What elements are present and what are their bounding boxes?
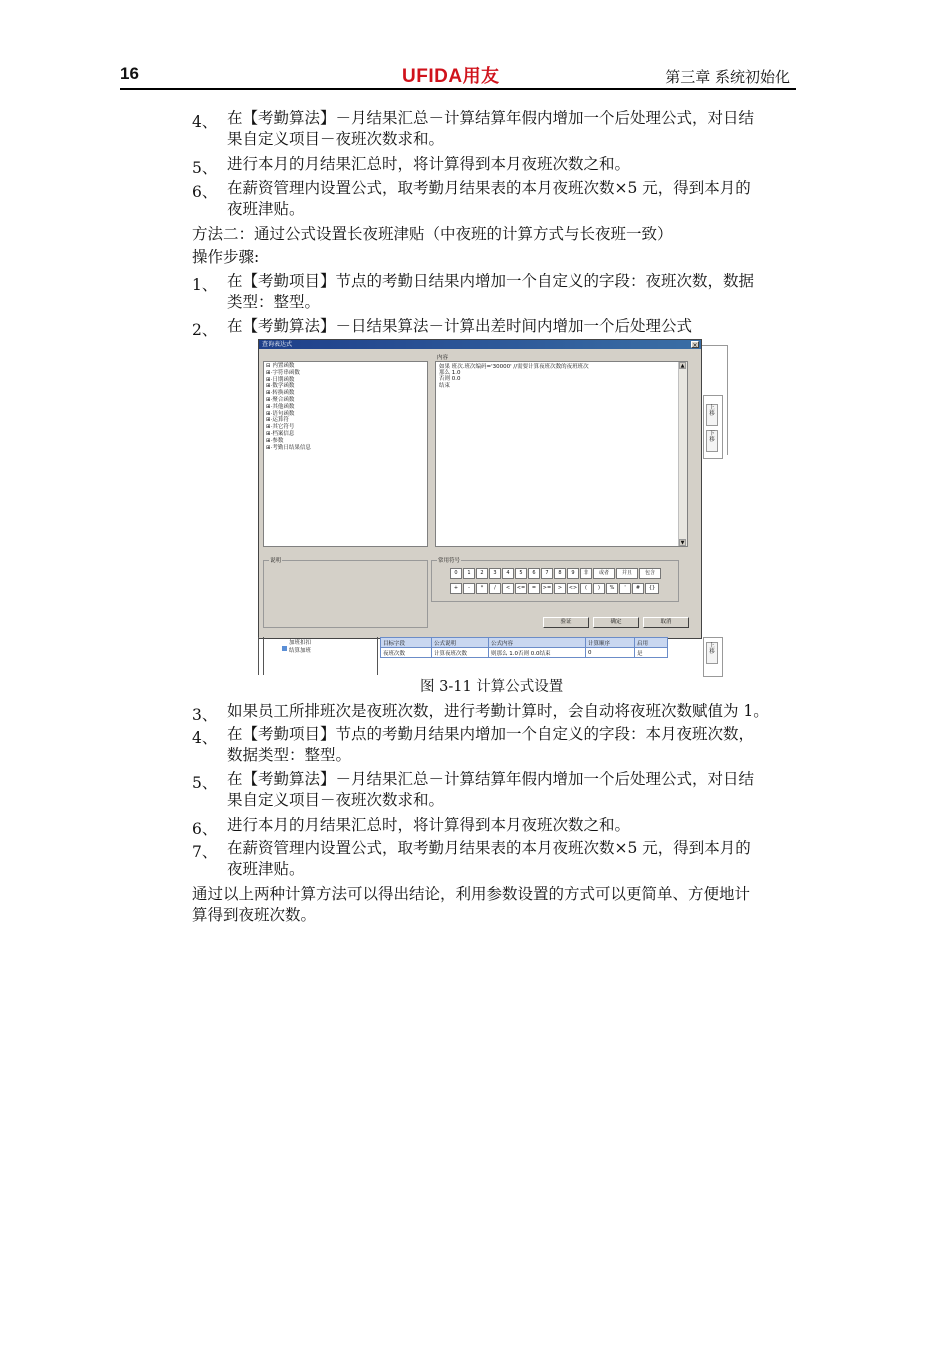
paragraph-line: 夜班津贴。 [227, 860, 305, 878]
tree-item[interactable]: ⊞·语句函数 [266, 410, 295, 417]
paragraph-line: 在【考勤项目】节点的考勤月结果内增加一个自定义的字段：本月夜班次数， [227, 725, 755, 743]
move-panel-2 [703, 637, 723, 677]
formula-line: 否则 0.0 [439, 376, 461, 383]
symbol-button[interactable]: <= [515, 583, 527, 594]
chapter-title: 第三章 系统初始化 [665, 68, 790, 86]
function-tree[interactable] [263, 361, 428, 547]
symbols-group [431, 560, 679, 602]
grid-header[interactable]: 公式内容 [489, 638, 586, 648]
grid-header[interactable]: 公式说明 [432, 638, 489, 648]
close-icon[interactable]: × [692, 342, 698, 349]
dialog-titlebar [259, 340, 701, 349]
move-down-button[interactable]: 下移 [706, 430, 718, 452]
symbol-button[interactable]: 非 [580, 568, 592, 579]
symbol-button[interactable]: >= [541, 583, 553, 594]
item-number: 6、 [192, 820, 218, 838]
symbol-button[interactable]: - [463, 583, 475, 594]
item-number: 1、 [192, 276, 218, 294]
formula-dialog [258, 339, 702, 639]
grid-cell[interactable]: 是 [635, 648, 668, 658]
symbol-button[interactable]: ) [593, 583, 605, 594]
tree-item[interactable]: ⊞·档案信息 [266, 430, 295, 437]
paragraph-line: 如果员工所排班次是夜班次数，进行考勤计算时，会自动将夜班次数赋值为 1。 [227, 702, 769, 720]
symbol-button[interactable]: 1 [463, 568, 475, 579]
steps-label: 操作步骤: [192, 248, 260, 266]
symbol-button[interactable]: {} [645, 583, 659, 594]
scroll-down-icon[interactable]: ▼ [680, 540, 685, 546]
bg-tree [258, 637, 379, 675]
tree-item[interactable]: ⊞·运算符 [266, 417, 289, 424]
tree-item[interactable]: ⊞·字符串函数 [266, 369, 300, 376]
grid-cell[interactable]: 夜班次数 [381, 648, 432, 658]
item-number: 2、 [192, 321, 218, 339]
dialog-title: 查询表达式 [262, 341, 293, 348]
symbol-button[interactable]: ( [580, 583, 592, 594]
description-box [263, 560, 428, 628]
bg-tree-item[interactable]: 加班扣扣 [289, 640, 312, 646]
paragraph-line: 进行本月的月结果汇总时，将计算得到本月夜班次数之和。 [227, 155, 631, 173]
grid-header[interactable]: 计算顺序 [586, 638, 635, 648]
paragraph-line: 在薪资管理内设置公式，取考勤月结果表的本月夜班次数×5 元，得到本月的 [227, 179, 751, 197]
content-label: 内容 [437, 355, 449, 361]
grid-header[interactable]: 目标字段 [381, 638, 432, 648]
symbol-button[interactable]: ' [619, 583, 631, 594]
symbol-button[interactable]: 9 [567, 568, 579, 579]
paragraph-line: 进行本月的月结果汇总时，将计算得到本月夜班次数之和。 [227, 816, 631, 834]
page-number: 16 [120, 64, 139, 83]
item-number: 3、 [192, 706, 218, 724]
symbol-button[interactable]: 7 [541, 568, 553, 579]
symbol-button[interactable]: 4 [502, 568, 514, 579]
paragraph-line: 在【考勤算法】－日结果算法－计算出差时间内增加一个后处理公式 [227, 317, 693, 335]
formula-line: 结束 [439, 382, 451, 389]
method-heading: 方法二：通过公式设置长夜班津贴（中夜班的计算方式与长夜班一致） [192, 225, 673, 243]
paragraph-line: 夜班津贴。 [227, 200, 305, 218]
tree-item[interactable]: ⊞·日期函数 [266, 376, 295, 383]
item-number: 4、 [192, 729, 218, 747]
verify-button[interactable]: 验证 [543, 617, 589, 628]
formula-line: 如果 班次.班次编码='30000' //需要计算夜班次数的夜班班次 [439, 364, 589, 370]
bg-tree-item[interactable]: 结算加班 [289, 648, 312, 654]
item-number: 7、 [192, 843, 218, 861]
move-up-button[interactable]: 上移 [706, 404, 718, 426]
ok-button[interactable]: 确定 [593, 617, 639, 628]
paragraph-line: 在【考勤算法】－月结果汇总－计算结算年假内增加一个后处理公式，对日结 [227, 770, 755, 788]
ufida-logo [402, 62, 500, 88]
symbol-button[interactable]: 6 [528, 568, 540, 579]
logo-cn: 用友 [462, 66, 500, 87]
file-icon [282, 646, 287, 651]
move-panel [703, 395, 723, 459]
formula-editor[interactable] [435, 361, 688, 547]
symbol-button[interactable]: + [450, 583, 462, 594]
figure-caption: 图 3-11 计算公式设置 [420, 679, 564, 695]
symbol-button[interactable]: % [606, 583, 618, 594]
cancel-button[interactable]: 取消 [643, 617, 689, 628]
formula-line: 那么 1.0 [439, 370, 461, 377]
symbol-button[interactable]: 8 [554, 568, 566, 579]
symbols-label: 常用符号 [438, 558, 461, 564]
paragraph-line: 果自定义项目－夜班次数求和。 [227, 130, 445, 148]
paragraph-line: 在【考勤项目】节点的考勤日结果内增加一个自定义的字段：夜班次数，数据 [227, 272, 755, 290]
conclusion-line: 算得到夜班次数。 [192, 906, 317, 924]
paragraph-line: 在薪资管理内设置公式，取考勤月结果表的本月夜班次数×5 元，得到本月的 [227, 839, 751, 857]
symbol-button[interactable]: < [502, 583, 514, 594]
table-row[interactable] [381, 648, 668, 658]
paragraph-line: 类型：整型。 [227, 293, 321, 311]
vertical-scrollbar[interactable] [678, 362, 687, 546]
grid-header-row [381, 638, 668, 648]
symbol-button[interactable]: 3 [489, 568, 501, 579]
symbol-button[interactable]: / [489, 583, 501, 594]
logo-text: UFIDA [402, 66, 463, 87]
tree-item[interactable]: ⊞·聚合函数 [266, 396, 295, 403]
symbol-button[interactable]: 5 [515, 568, 527, 579]
symbol-button[interactable]: 或者 [593, 568, 615, 579]
grid-cell[interactable]: 0 [586, 648, 635, 658]
scroll-up-icon[interactable]: ▲ [680, 363, 685, 369]
tree-item[interactable]: ⊞·其他函数 [266, 403, 295, 410]
move-up-button[interactable]: 上移 [706, 642, 718, 664]
tree-item[interactable]: ⊟ 内置函数 [266, 363, 295, 369]
tree-item[interactable]: ⊞·参数 [266, 437, 284, 444]
item-number: 5、 [192, 159, 218, 177]
grid-cell[interactable]: 计算夜班次数 [432, 648, 489, 658]
formula-grid [380, 637, 668, 658]
item-number: 4、 [192, 113, 218, 131]
paragraph-line: 在【考勤算法】－月结果汇总－计算结算年假内增加一个后处理公式，对日结 [227, 109, 755, 127]
grid-header[interactable]: 启用 [635, 638, 668, 648]
description-label: 说明 [270, 558, 282, 564]
tree-item[interactable]: ⊞·转换函数 [266, 390, 295, 397]
paragraph-line: 数据类型：整型。 [227, 746, 352, 764]
item-number: 6、 [192, 183, 218, 201]
conclusion-line: 通过以上两种计算方法可以得出结论，利用参数设置的方式可以更简单、方便地计 [192, 885, 751, 903]
tree-item[interactable]: ⊞·其它符号 [266, 424, 295, 431]
symbol-button[interactable]: 0 [450, 568, 462, 579]
paragraph-line: 果自定义项目－夜班次数求和。 [227, 791, 445, 809]
bg-frame-line [700, 345, 728, 346]
symbol-button[interactable]: 2 [476, 568, 488, 579]
symbol-button[interactable]: <> [567, 583, 579, 594]
symbol-button[interactable]: = [528, 583, 540, 594]
item-number: 5、 [192, 774, 218, 792]
page-header [120, 62, 796, 90]
grid-cell[interactable]: 则那么 1.0否则 0.0结束 [489, 648, 586, 658]
symbol-button[interactable]: > [554, 583, 566, 594]
symbol-button[interactable]: 并且 [616, 568, 638, 579]
bg-divider [377, 637, 378, 675]
tree-item[interactable]: ⊞·考勤日结果信息 [266, 444, 311, 451]
tree-item[interactable]: ⊞·数学函数 [266, 383, 295, 390]
symbol-button[interactable]: 包含 [639, 568, 661, 579]
symbol-button[interactable]: # [632, 583, 644, 594]
bg-frame-line [727, 345, 728, 455]
symbol-button[interactable]: * [476, 583, 488, 594]
